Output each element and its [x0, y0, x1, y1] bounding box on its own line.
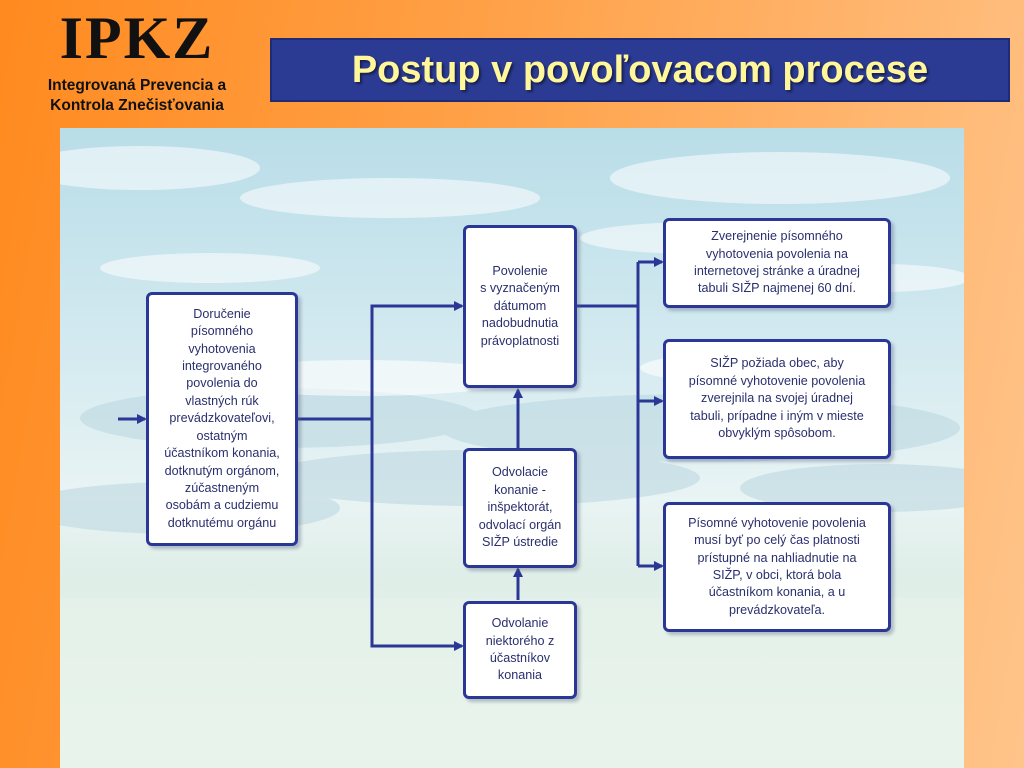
logo-subtitle-line-2: Kontrola Znečisťovania [50, 97, 224, 114]
node-appeal-proceedings [463, 448, 577, 568]
node-appeal-proceedings-text: Odvolacie konanie - inšpektorát, odvolací orgán SIŽP ústredie [478, 465, 562, 550]
title-bar [270, 38, 1010, 102]
logo-subtitle-line-1: Integrovaná Prevencia a [47, 77, 227, 94]
node-delivery [146, 292, 298, 546]
node-availability [663, 502, 891, 632]
logo-subtitle [6, 76, 268, 116]
arrow-to-appeal [372, 419, 462, 646]
node-appeal-text: Odvolanie niektorého z účastníkov konania [485, 616, 555, 683]
node-appeal [463, 601, 577, 699]
logo-mark: IPKZ [59, 5, 215, 71]
flowchart-panel [60, 128, 964, 768]
node-municipality-request-text: SIŽP požiada obec, aby písomné vyhotovenie povolenia zverejnila na svojej úradnej tabuli, prípadne i iným v mieste obvyklým spôsobom. [688, 356, 866, 441]
node-municipality-request [663, 339, 891, 459]
node-delivery-text: Doručenie písomného vyhotovenia integrovaného povolenia do vlastných rúk prevádzkovateľovi, ostatným účastníkom konania, dotknutým orgánom, zúčastneným osobám a cudziemu dotknutému orgánu [164, 306, 280, 530]
node-publication [663, 218, 891, 308]
arrow-to-permit [372, 306, 462, 419]
node-permit-text: Povolenie s vyznačeným dátumom nadobudnutia právoplatnosti [480, 263, 560, 348]
node-availability-text: Písomné vyhotovenie povolenia musí byť po celý čas platnosti prístupné na nahliadnutie na SIŽP, v obci, ktorá bola účastníkom konania, a u prevádzkovateľa. [688, 515, 866, 617]
slide-title: Postup v povoľovacom procese [351, 48, 929, 91]
node-publication-text: Zverejnenie písomného vyhotovenia povolenia na internetovej stránke a úradnej tabuli SIŽP najmenej 60 dní. [694, 229, 860, 296]
node-permit [463, 225, 577, 388]
